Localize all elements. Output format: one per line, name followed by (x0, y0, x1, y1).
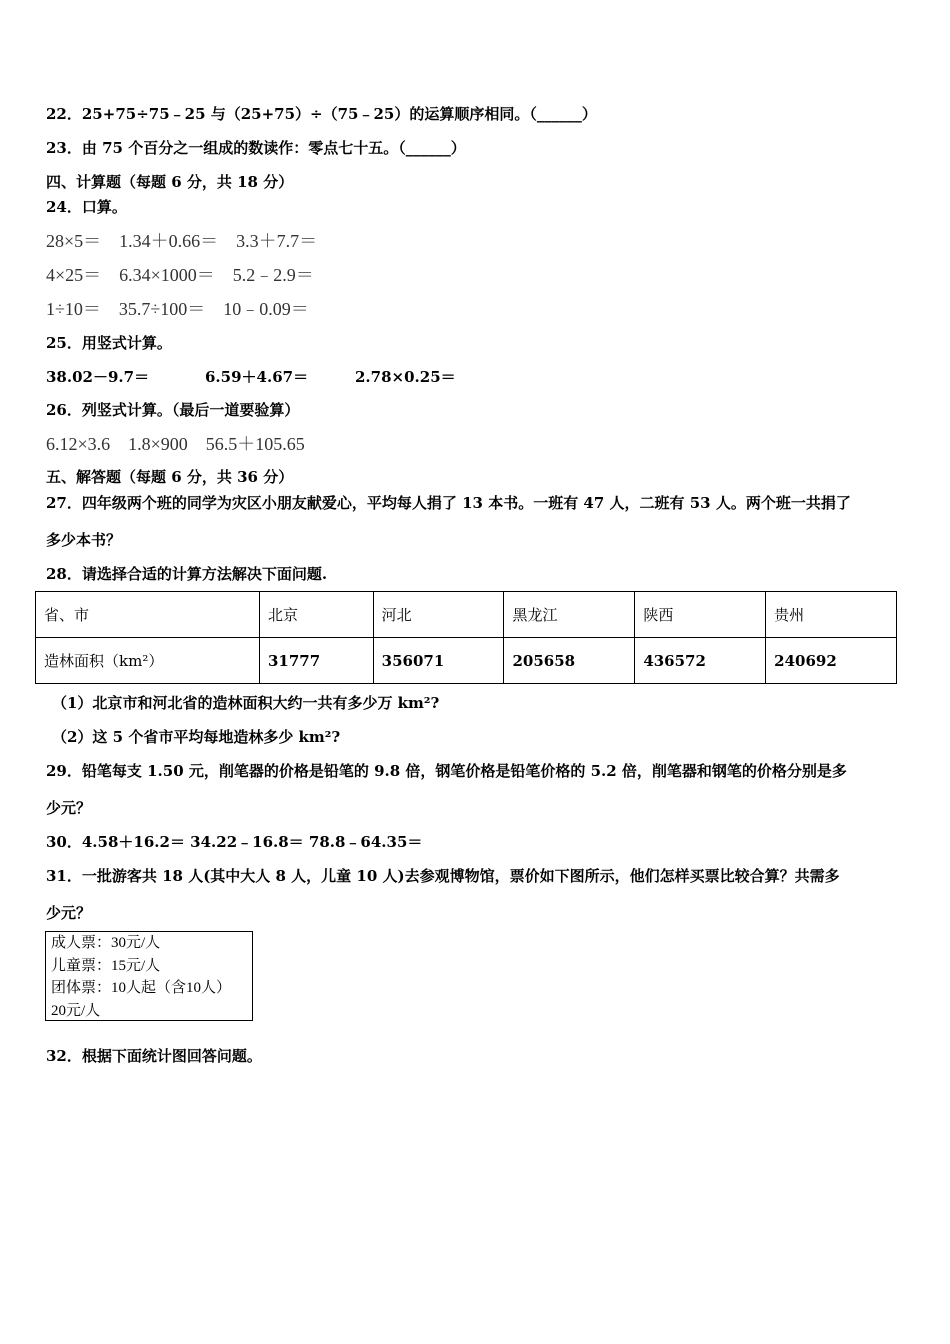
table-row-label: 造林面积（km²） (36, 638, 260, 684)
ticket-line: 20元/人 (51, 1002, 101, 1019)
q24-row-3: 1÷10＝ 35.7÷100＝ 10﹣0.09＝ (46, 299, 309, 319)
table-header-cell: 贵州 (766, 592, 897, 638)
table-cell: 31777 (259, 638, 373, 684)
ticket-line: 团体票：10人起（含10人） (51, 980, 232, 996)
question-29-line-2: 少元？ (46, 799, 92, 817)
question-31-line-2: 少元？ (46, 904, 92, 922)
table-row (36, 592, 897, 638)
question-26: 26．列竖式计算。（最后一道要验算） (46, 401, 300, 419)
table-cell: 436572 (635, 638, 766, 684)
ticket-line: 儿童票：15元/人 (51, 957, 161, 974)
table-header-cell: 黑龙江 (504, 592, 635, 638)
table-cell: 356071 (373, 638, 504, 684)
question-32: 32．根据下面统计图回答问题。 (46, 1047, 262, 1065)
table-header-cell: 省、市 (36, 592, 260, 638)
q26-row: 6.12×3.6 1.8×900 56.5＋105.65 (46, 434, 305, 454)
ticket-price-box (45, 931, 253, 1021)
question-28-1: （1）北京市和河北省的造林面积大约一共有多少万 km²? (52, 694, 440, 712)
table-header-cell: 陕西 (635, 592, 766, 638)
table-header-cell: 北京 (259, 592, 373, 638)
afforestation-table (35, 591, 897, 684)
question-24: 24．口算。 (46, 198, 127, 216)
ticket-line: 成人票：30元/人 (51, 935, 161, 951)
section-4-title: 四、计算题（每题 6 分，共 18 分） (46, 173, 294, 191)
table-cell: 240692 (766, 638, 897, 684)
table-cell: 205658 (504, 638, 635, 684)
question-30: 30．4.58＋16.2＝ 34.22﹣16.8＝ 78.8﹣64.35＝ (46, 833, 423, 851)
table-row (36, 638, 897, 684)
q24-row-1: 28×5＝ 1.34＋0.66＝ 3.3＋7.7＝ (46, 231, 318, 251)
question-27-line-1: 27．四年级两个班的同学为灾区小朋友献爱心，平均每人捐了 13 本书。一班有 47 人，二班有 53 人。两个班一共捐了 (46, 494, 851, 512)
section-5-title: 五、解答题（每题 6 分，共 36 分） (46, 468, 294, 486)
question-28-2: （2）这 5 个省市平均每地造林多少 km²? (52, 728, 341, 746)
table-header-cell: 河北 (373, 592, 504, 638)
q25-a: 38.02－9.7＝ (46, 368, 150, 386)
q25-c: 2.78×0.25＝ (355, 368, 456, 386)
question-27-line-2: 多少本书？ (46, 531, 122, 549)
question-31-line-1: 31．一批游客共 18 人(其中大人 8 人，儿童 10 人)去参观博物馆，票价如下图所示，他们怎样买票比较合算？共需多 (46, 867, 840, 885)
q24-row-2: 4×25＝ 6.34×1000＝ 5.2﹣2.9＝ (46, 265, 314, 285)
question-29-line-1: 29．铅笔每支 1.50 元，削笔器的价格是铅笔的 9.8 倍，钢笔价格是铅笔价格的 5.2 倍，削笔器和钢笔的价格分别是多 (46, 762, 847, 780)
question-28: 28．请选择合适的计算方法解决下面问题. (46, 565, 328, 583)
question-22: 22．25+75÷75﹣25 与（25+75）÷（75﹣25）的运算顺序相同。（______） (46, 105, 597, 123)
q25-b: 6.59＋4.67＝ (205, 368, 309, 386)
question-23: 23．由 75 个百分之一组成的数读作：零点七十五。（______） (46, 139, 466, 157)
question-25: 25．用竖式计算。 (46, 334, 172, 352)
